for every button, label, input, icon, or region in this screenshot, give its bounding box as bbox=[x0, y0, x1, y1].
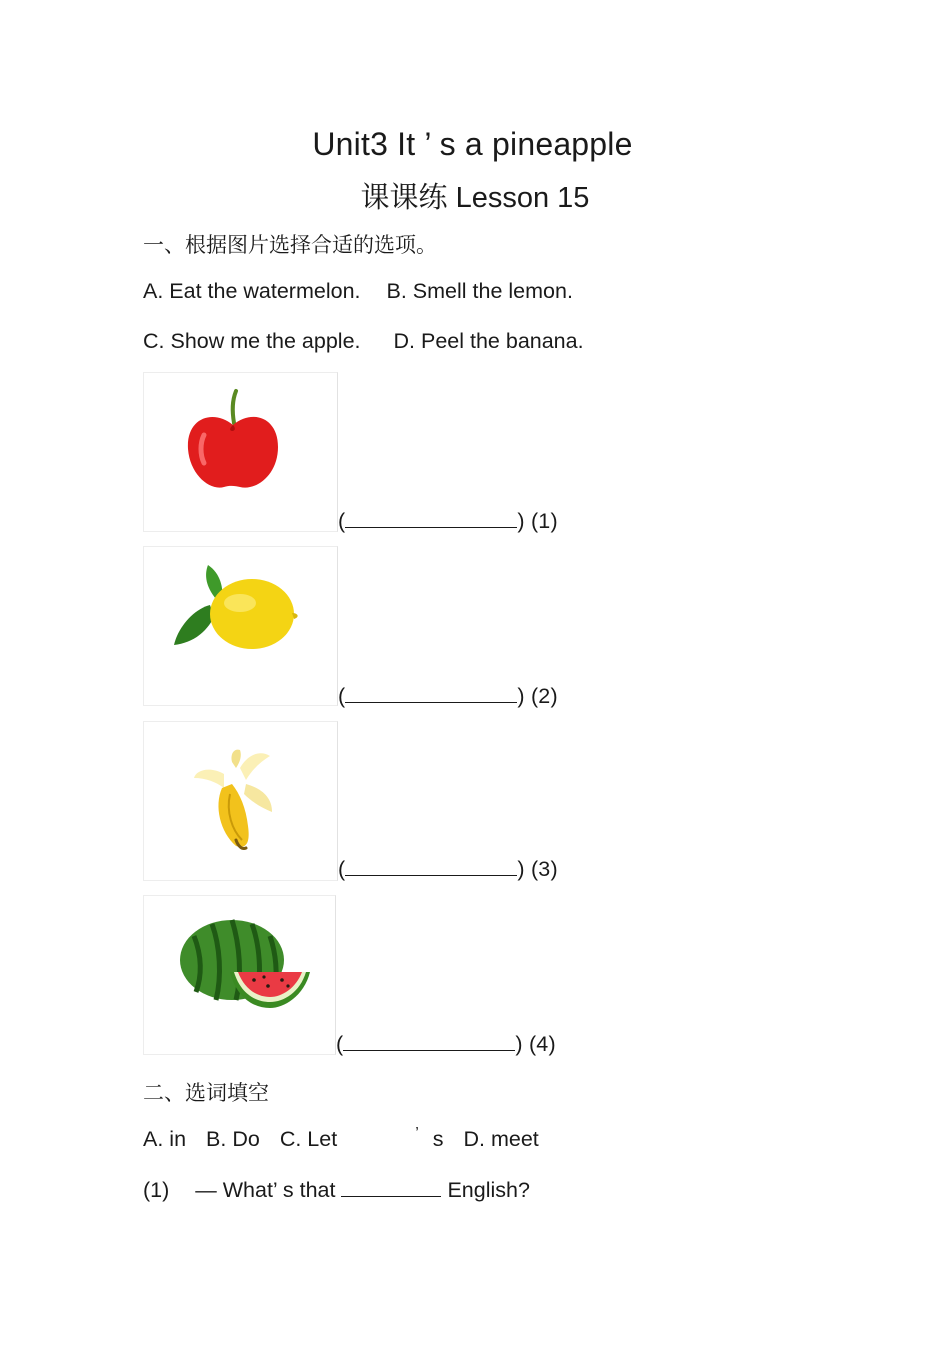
answer-line-4: ( ) (4) bbox=[336, 1032, 556, 1056]
section-2-heading: 二、选词填空 bbox=[143, 1081, 269, 1105]
answer-line-1: ( ) (1) bbox=[338, 509, 558, 533]
question-blank-1[interactable] bbox=[341, 1178, 441, 1197]
options-row-2 bbox=[143, 329, 584, 354]
item-number-1: (1) bbox=[530, 509, 558, 533]
option-b: B. Smell the lemon. bbox=[386, 279, 573, 303]
options-row-1 bbox=[143, 279, 573, 304]
lemon-icon bbox=[144, 547, 339, 707]
question-text-after: English? bbox=[447, 1178, 530, 1202]
option-c: C. Show me the apple. bbox=[143, 329, 361, 353]
word-option-c: C. Let bbox=[279, 1127, 338, 1151]
item-number-4: (4) bbox=[528, 1032, 556, 1056]
question-1 bbox=[143, 1178, 530, 1203]
watermelon-icon bbox=[144, 896, 337, 1056]
answer-blank-4[interactable] bbox=[343, 1032, 515, 1051]
picture-frame-4 bbox=[143, 895, 336, 1055]
answer-blank-3[interactable] bbox=[345, 857, 517, 876]
word-option-c-s: s bbox=[432, 1127, 444, 1151]
answer-line-2: ( ) (2) bbox=[338, 684, 558, 708]
worksheet-subtitle: 课课练 Lesson 15 bbox=[360, 182, 590, 214]
picture-frame-3 bbox=[143, 721, 338, 881]
answer-blank-2[interactable] bbox=[345, 684, 517, 703]
apple-icon bbox=[144, 373, 339, 533]
worksheet-title: Unit3 It ’ s a pineapple bbox=[312, 126, 633, 162]
word-option-c-apostrophe: ’ bbox=[415, 1125, 419, 1142]
banana-icon bbox=[144, 722, 339, 882]
picture-frame-1 bbox=[143, 372, 338, 532]
question-number-1: (1) bbox=[143, 1178, 170, 1202]
item-number-2: (2) bbox=[530, 684, 558, 708]
answer-blank-1[interactable] bbox=[345, 509, 517, 528]
item-number-3: (3) bbox=[530, 857, 558, 881]
option-a: A. Eat the watermelon. bbox=[143, 279, 361, 303]
word-option-d: D. meet bbox=[463, 1127, 539, 1151]
word-options-row bbox=[143, 1127, 539, 1152]
picture-frame-2 bbox=[143, 546, 338, 706]
option-d: D. Peel the banana. bbox=[393, 329, 584, 353]
word-option-b: B. Do bbox=[206, 1127, 260, 1151]
question-text-before: — What’ s that bbox=[195, 1178, 336, 1202]
answer-line-3: ( ) (3) bbox=[338, 857, 558, 881]
word-option-a: A. in bbox=[143, 1127, 187, 1151]
section-1-heading: 一、根据图片选择合适的选项。 bbox=[143, 233, 437, 257]
